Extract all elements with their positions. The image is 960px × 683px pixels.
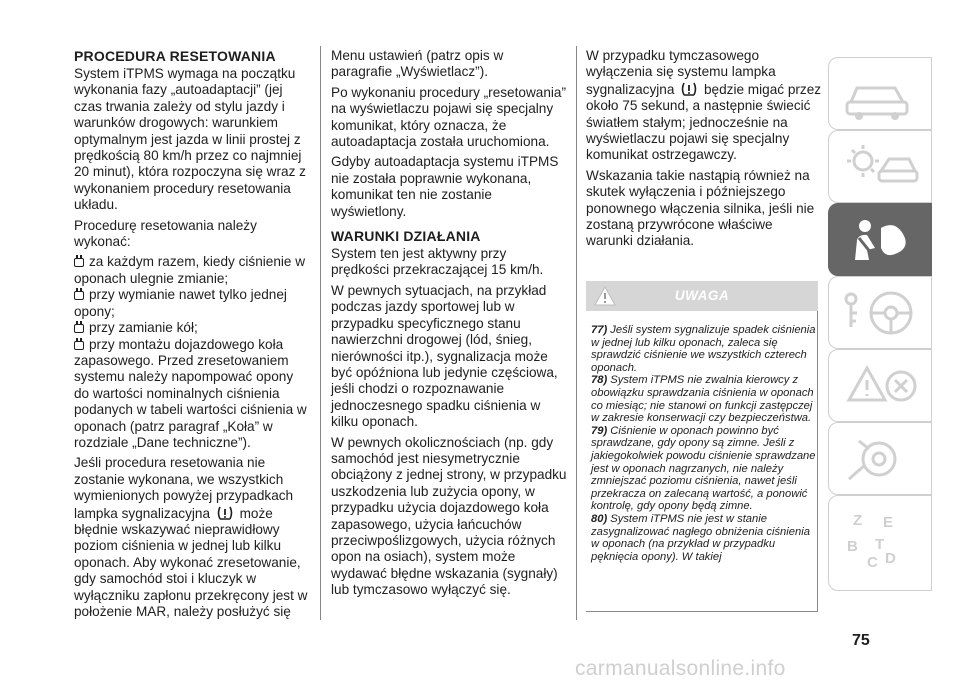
wheel-bullet-icon	[74, 341, 84, 350]
index-letters	[829, 496, 933, 592]
column-1	[74, 48, 312, 624]
paragraph: W przypadku tymczasowego wyłączenia się systemu lampka sygnalizacyjna będzie migać przez około 75 sekund, a następnie świecić światłem stałym; jednocześnie na wyświetlaczu pojawi się specjalny komunikat ostrzegawczy.	[586, 48, 822, 163]
paragraph: Gdyby autoadaptacja systemu iTPMS nie została poprawnie wykonana, komunikat ten nie zostanie wyświetlony.	[331, 154, 559, 219]
paragraph: Menu ustawień (patrz opis w paragrafie „Wyświetlacz”).	[331, 48, 504, 80]
tab-safety[interactable]	[828, 203, 932, 276]
note-number: 77)	[591, 324, 608, 336]
note-number: 80)	[591, 512, 608, 525]
warning-notes	[591, 324, 817, 563]
warning-lights-icon	[829, 131, 933, 204]
warning-title: UWAGA	[674, 288, 730, 303]
column-2	[331, 48, 567, 603]
heading-reset-procedure: PROCEDURA RESETOWANIA	[74, 48, 276, 64]
wheel-bullet-icon	[74, 291, 84, 300]
paragraph: W pewnych sytuacjach, na przykład podczas jazdy sportowej lub w przypadku specyficznego stanu nawierzchni drogowej (lód, śnieg, nierówności itp.), sygnalizacja może być opóźniona lub jedynie częściowa, jeśli chodzi o rozpoznawanie jednoczesnego spadku ciśnienia w kilku oponach.	[331, 282, 558, 430]
paragraph: System ten jest aktywny przy prędkości przekraczającej 15 km/h.	[331, 246, 544, 278]
paragraph: W pewnych okolicznościach (np. gdy samochód jest niesymetrycznie obciążony z jednej strony, w przypadku uszkodzenia lub zużycia opony, w przypadku użycia dojazdowego koła zapasowego, użycia łańcuchów przeciwpoślizgowych, użycia różnych opon na osiach), system może wydawać błędne wskazania (sygnały) lub tymczasowo wyłączyć się.	[331, 434, 567, 598]
index-letter: E	[883, 514, 894, 531]
maintenance-icon	[829, 423, 933, 496]
bullet-item: przy montażu dojazdowego koła zapasowego. Przed zresetowaniem systemu należy napompować opony do wartości nominalnych ciśnienia podanych w tabeli wartości ciśnienia w oponach (patrz paragraf „Koła” w rozdziale „Dane techniczne”).	[74, 336, 307, 450]
safety-seatbelt-airbag-icon	[829, 204, 933, 277]
tab-car-dashboard[interactable]	[828, 57, 932, 130]
paragraph: Po wykonaniu procedury „resetowania” na wyświetlaczu pojawi się specjalny komunikat, który oznacza, że autoadaptacja została uruchomiona.	[331, 84, 566, 150]
tab-warning-lights[interactable]	[828, 130, 932, 203]
warning-note: 79) Ciśnienie w oponach powinno być sprawdzane, gdy opony są zimne. Jeśli z jakiegokolwiek powodu ciśnienie sprawdzane jest w oponach nagrzanych, nie należy zmniejszać poziomu ciśnienia, nawet jeśli przekracza on zalecaną wartość, a ponowić kontrolę, gdy opony będą zimne.	[591, 424, 816, 513]
warning-note: 77) Jeśli system sygnalizuje spadek ciśnienia w jednej lub kilku oponach, zaleca się sprawdzić ciśnienie we wszystkich czterech oponach.	[591, 324, 816, 374]
index-letter: T	[875, 536, 885, 553]
tab-maintenance[interactable]	[828, 422, 932, 495]
paragraph: Jeśli procedura resetowania nie zostanie wykonana, we wszystkich wymienionych powyżej przypadkach lampka sygnalizacyjna może błędnie wskazywać nieprawidłowy poziom ciśnienia w jednej lub kilku oponach. Aby wykonać zresetowanie, gdy samochód stoi i kluczyk w wyłączniku zapłonu przekręcony jest w położenie MAR, należy posłużyć się	[74, 455, 308, 619]
index-letter: C	[867, 554, 878, 571]
starting-driving-icon	[829, 277, 933, 350]
index-letter: D	[885, 550, 896, 567]
wheel-bullet-icon	[74, 258, 84, 267]
bullet-item: przy wymianie nawet tylko jednej opony;	[74, 287, 287, 319]
heading-operating-conditions: WARUNKI DZIAŁANIA	[331, 228, 481, 245]
emergency-icon	[829, 350, 933, 423]
index-letter: Z	[853, 512, 863, 529]
index-letter: B	[847, 538, 858, 555]
wheel-bullet-icon	[74, 324, 84, 333]
page-number: 75	[852, 632, 870, 649]
column-3	[586, 48, 822, 254]
tpms-warning-light-icon	[680, 81, 698, 98]
note-number: 79)	[591, 424, 608, 437]
bullet-item: przy zamianie kół;	[74, 320, 312, 336]
warning-note: 78) System iTPMS nie zwalnia kierowcy z obowiązku sprawdzania ciśnienia w oponach co miesiąc; nie stanowi on funkcji zastępczej w zakresie konserwacji czy bezpieczeństwa.	[591, 374, 814, 425]
paragraph: Procedurę resetowania należy wykonać:	[74, 217, 257, 250]
bullet-item: za każdym razem, kiedy ciśnienie w oponach ulegnie zmianie;	[74, 254, 306, 286]
tpms-warning-light-icon	[216, 505, 234, 522]
column-divider	[320, 46, 321, 620]
paragraph: System iTPMS wymaga na początku wykonania fazy „autoadaptacji” (jej czas trwania zależy od stylu jazdy i warunków drogowych: warunkiem optymalnym jest jazda w linii prostej z prędkością 80 km/h przez co najmniej 20 minut), która rozpoczyna się wraz z wykonaniem procedury resetowania układu.	[74, 66, 306, 213]
warning-header	[586, 281, 818, 311]
paragraph: Wskazania takie nastąpią również na skutek wyłączenia i późniejszego ponownego włączenia silnika, jeśli nie zostaną przywrócone właściwe warunki działania.	[586, 167, 815, 249]
tab-technical-data-index[interactable]	[828, 495, 932, 591]
car-dashboard-icon	[829, 58, 933, 131]
column-divider	[576, 46, 577, 620]
note-number: 78)	[591, 374, 608, 387]
tab-starting-driving[interactable]	[828, 276, 932, 349]
warning-note: 80) System iTPMS nie jest w stanie zasygnalizować nagłego obniżenia ciśnienia w oponach (na przykład w przypadku pęknięcia opony). W takiej	[591, 512, 810, 563]
watermark: carmanualsonline.info	[575, 657, 786, 680]
tab-emergency[interactable]	[828, 349, 932, 422]
